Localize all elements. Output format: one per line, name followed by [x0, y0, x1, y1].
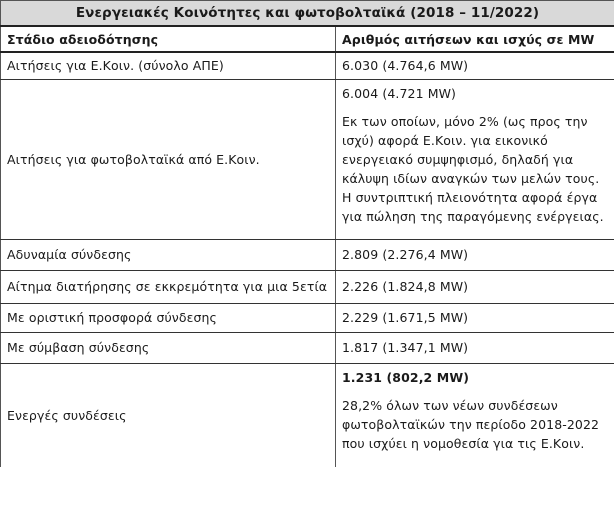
row-stage: Αιτήσεις για φωτοβολταϊκά από Ε.Κοιν.	[1, 79, 336, 239]
table-row	[1, 79, 614, 239]
row-value-cell	[336, 363, 614, 467]
table-row	[1, 52, 614, 79]
table-row	[1, 363, 614, 467]
row-note: 28,2% όλων των νέων συνδέσεων φωτοβολταϊκών την περίοδο 2018-2022 που ισχύει η νομοθεσία για τις Ε.Κοιν.	[342, 397, 600, 451]
row-value: 2.809 (2.276,4 MW)	[336, 239, 614, 270]
row-stage: Με σύμβαση σύνδεσης	[1, 332, 336, 363]
row-value: 2.226 (1.824,8 MW)	[336, 270, 614, 303]
row-value: 6.004 (4.721 MW)	[342, 85, 457, 101]
header-stage: Στάδιο αδειοδότησης	[1, 26, 336, 52]
row-stage: Με οριστική προσφορά σύνδεσης	[1, 303, 336, 332]
row-stage: Αδυναμία σύνδεσης	[1, 239, 336, 270]
row-value: 6.030 (4.764,6 MW)	[336, 52, 614, 79]
row-stage: Αίτημα διατήρησης σε εκκρεμότητα για μια 5ετία	[1, 270, 336, 303]
row-stage: Ενεργές συνδέσεις	[1, 363, 336, 467]
row-note: Εκ των οποίων, μόνο 2% (ως προς την ισχύ) αφορά Ε.Κοιν. για εικονικό ενεργειακό συμψηφισμό, δηλαδή για κάλυψη ιδίων αναγκών των μελών τους. Η συντριπτική πλειονότητα αφορά έργα για πώληση της παραγόμενης ενέργειας.	[342, 113, 604, 224]
header-count: Αριθμός αιτήσεων και ισχύς σε MW	[336, 26, 614, 52]
row-value: 1.817 (1.347,1 MW)	[336, 332, 614, 363]
row-value: 2.229 (1.671,5 MW)	[336, 303, 614, 332]
table-header-row	[1, 26, 614, 52]
table-row	[1, 332, 614, 363]
table-title: Ενεργειακές Κοινότητες και φωτοβολταϊκά (2018 – 11/2022)	[1, 1, 614, 27]
row-value-cell	[336, 79, 614, 239]
row-value: 1.231 (802,2 MW)	[342, 369, 470, 385]
table-row	[1, 270, 614, 303]
row-stage: Αιτήσεις για Ε.Κοιν. (σύνολο ΑΠΕ)	[1, 52, 336, 79]
table-row	[1, 239, 614, 270]
table-row	[1, 303, 614, 332]
